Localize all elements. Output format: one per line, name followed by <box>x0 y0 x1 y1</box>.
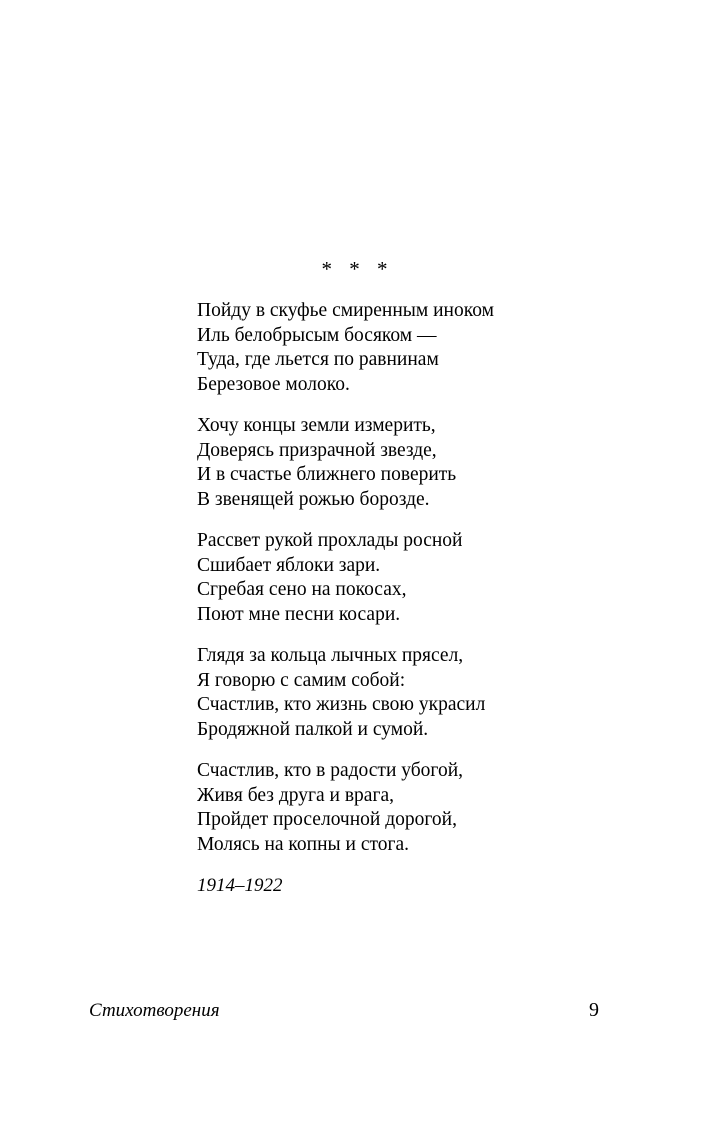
poem-line: В звенящей рожью борозде. <box>197 488 430 510</box>
poem-line: Иль белобрысым босяком — <box>197 324 437 346</box>
poem-line: Глядя за кольца лычных прясел, <box>197 645 464 666</box>
poem-line: Туда, где льется по равнинам <box>197 349 439 370</box>
poem-line: Березовое молоко. <box>197 373 350 395</box>
poem-line: Живя без друга и врага, <box>197 784 394 806</box>
poem-line: Пройдет проселочной дорогой, <box>197 809 457 830</box>
poem-line: Счастлив, кто жизнь свою украсил <box>197 694 486 715</box>
poem-line: Счастлив, кто в радости убогой, <box>197 760 464 781</box>
poem-line: Сшибает яблоки зари. <box>197 554 381 576</box>
poem-line: Я говорю с самим собой: <box>197 669 406 691</box>
page-number: 9 <box>589 999 599 1021</box>
poem-line: Пойду в скуфье смиренным иноком <box>197 300 494 321</box>
poem-line: Бродяжной палкой и сумой. <box>197 718 429 740</box>
poem-line: Хочу концы земли измерить, <box>197 415 436 436</box>
poem <box>197 299 617 898</box>
poem-line: Молясь на копны и стога. <box>197 833 410 855</box>
poem-line: Рассвет рукой прохлады росной <box>197 530 463 551</box>
poem-line: Сгребая сено на покосах, <box>197 579 407 600</box>
poem-line: И в счастье ближнего поверить <box>197 464 457 485</box>
stanza-1 <box>197 299 617 397</box>
poem-date: 1914–1922 <box>197 875 283 896</box>
section-asterism: * * * <box>321 257 394 281</box>
stanza-3 <box>197 529 617 627</box>
poem-line: Поют мне песни косари. <box>197 603 401 625</box>
stanza-5 <box>197 759 617 857</box>
stanza-2 <box>197 414 617 512</box>
stanza-4 <box>197 644 617 742</box>
poem-line: Доверясь призрачной звезде, <box>197 439 437 461</box>
running-footer-title: Стихотворения <box>89 1000 220 1021</box>
